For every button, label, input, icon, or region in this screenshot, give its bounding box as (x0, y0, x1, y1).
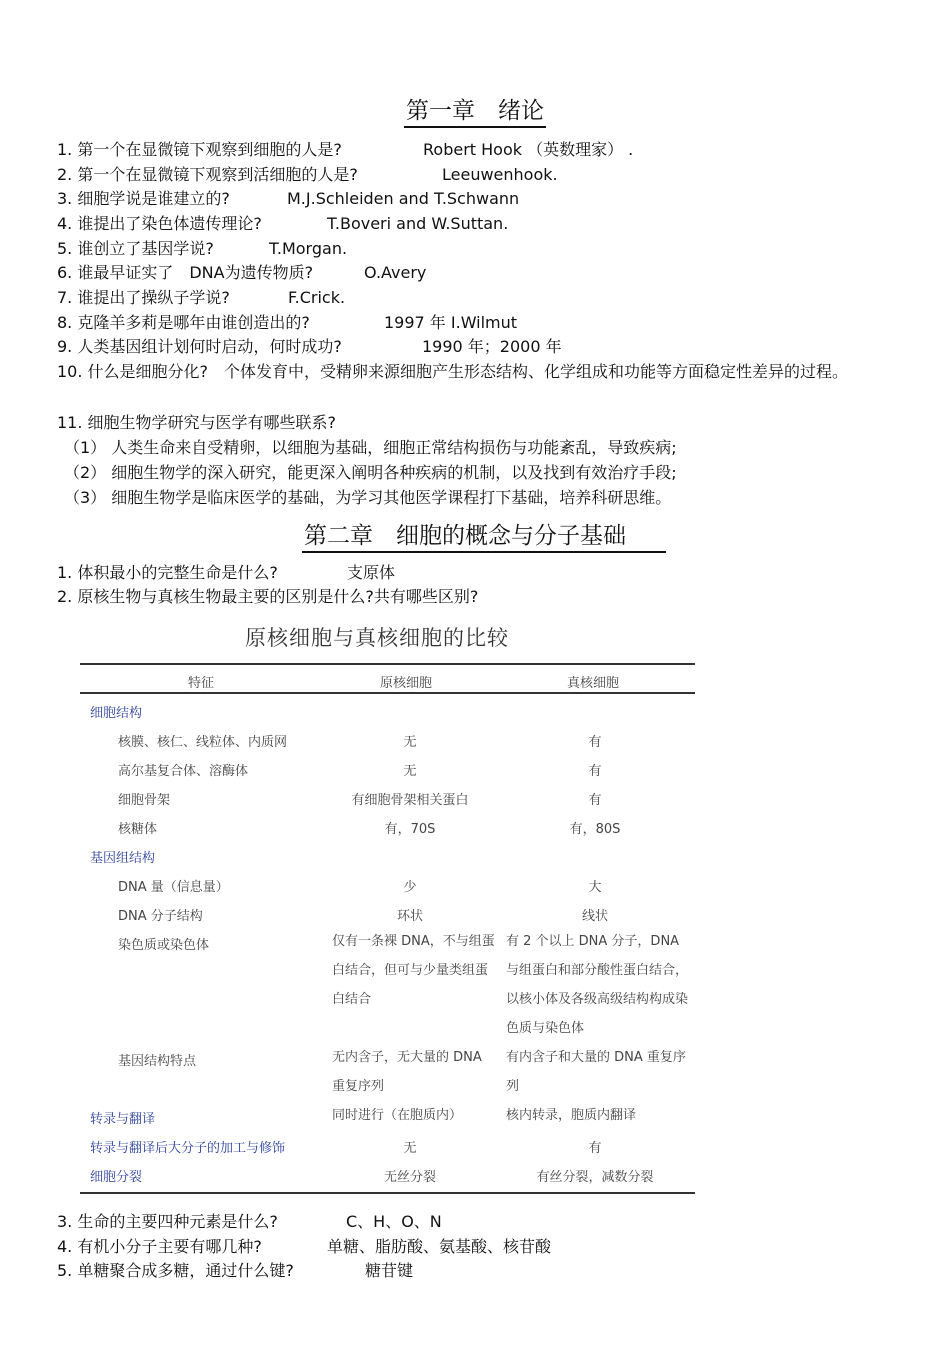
ch2-item-4: 4. 有机小分子主要有哪几种? 单糖、脂肪酸、氨基酸、核苷酸 (57, 1237, 552, 1256)
row-feature: 核糖体 (118, 822, 158, 837)
row-feature: DNA 量（信息量） (118, 880, 229, 895)
ch1-item-3: 3. 细胞学说是谁建立的? M.J.Schleiden and T.Schwann (57, 189, 520, 208)
ch1-item-11: 11. 细胞生物学研究与医学有哪些联系? (57, 413, 337, 432)
row-feature: 高尔基复合体、溶酶体 (118, 764, 249, 779)
row-eukaryote: 有丝分裂，减数分裂 (536, 1170, 654, 1185)
ch1-item-7: 7. 谁提出了操纵子学说? F.Crick. (57, 288, 346, 307)
row-prokaryote: 仅有一条裸 DNA，不与组蛋白结合，但可与少量类组蛋白结合 (332, 934, 495, 1007)
row-prokaryote: 有细胞骨架相关蛋白 (351, 793, 469, 808)
ch2-item-3: 3. 生命的主要四种元素是什么? C、H、O、N (57, 1212, 442, 1231)
row-feature: 染色质或染色体 (118, 938, 210, 953)
row-eukaryote: 有 (588, 1141, 602, 1156)
table-bottom-rule (80, 1192, 695, 1194)
row-prokaryote: 无内含子，无大量的 DNA 重复序列 (332, 1050, 482, 1094)
row-prokaryote: 无 (403, 735, 417, 750)
chapter1-heading: 第一章 绪论 (404, 96, 546, 128)
row-eukaryote: 核内转录，胞质内翻译 (506, 1108, 637, 1123)
table-title: 原核细胞与真核细胞的比较 (245, 626, 509, 650)
ch1-item-9: 9. 人类基因组计划何时启动，何时成功? 1990 年；2000 年 (57, 337, 562, 356)
table-top-rule (80, 663, 695, 665)
row-eukaryote: 有 (588, 764, 602, 779)
row-feature: 基因结构特点 (118, 1054, 197, 1069)
header-prokaryote: 原核细胞 (380, 676, 433, 691)
row-prokaryote: 同时进行（在胞质内） (332, 1108, 463, 1123)
ch1-item-1: 1. 第一个在显微镜下观察到细胞的人是? Robert Hook （英数理家） . (57, 140, 634, 159)
ch2-item-1: 1. 体积最小的完整生命是什么? 支原体 (57, 563, 396, 582)
header-eukaryote: 真核细胞 (567, 676, 620, 691)
row-prokaryote: 无 (403, 764, 417, 779)
comparison-table (80, 620, 695, 1195)
ch1-item-5: 5. 谁创立了基因学说? T.Morgan. (57, 239, 348, 258)
ch1-point-1: （1） 人类生命来自受精卵，以细胞为基础，细胞正常结构损伤与功能紊乱，导致疾病; (64, 438, 677, 457)
row-prokaryote: 无 (403, 1141, 417, 1156)
row-feature: 转录与翻译后大分子的加工与修饰 (90, 1141, 286, 1156)
chapter2-heading: 第二章 细胞的概念与分子基础 (302, 521, 666, 553)
header-feature: 特征 (188, 676, 215, 691)
table-header-rule (80, 692, 695, 694)
category-genome-structure: 基因组结构 (90, 851, 156, 866)
row-feature: 细胞骨架 (118, 793, 171, 808)
row-eukaryote: 有，80S (569, 822, 621, 837)
row-prokaryote: 无丝分裂 (383, 1170, 436, 1185)
ch1-item-4: 4. 谁提出了染色体遗传理论? T.Boveri and W.Suttan. (57, 214, 509, 233)
ch1-item-6: 6. 谁最早证实了 DNA为遗传物质? O.Avery (57, 263, 427, 282)
row-eukaryote: 有内含子和大量的 DNA 重复序列 (506, 1050, 686, 1094)
row-feature: 核膜、核仁、线粒体、内质网 (118, 735, 288, 750)
row-prokaryote: 环状 (396, 909, 423, 924)
ch1-item-8: 8. 克隆羊多莉是哪年由谁创造出的? 1997 年 I.Wilmut (57, 313, 518, 332)
row-feature: DNA 分子结构 (118, 909, 203, 924)
row-prokaryote: 有，70S (384, 822, 436, 837)
ch2-item-5: 5. 单糖聚合成多糖，通过什么键? 糖苷键 (57, 1261, 414, 1280)
row-eukaryote: 有 2 个以上 DNA 分子，DNA 与组蛋白和部分酸性蛋白结合，以核小体及各级高级结构构成染色质与染色体 (506, 934, 689, 1036)
row-prokaryote: 少 (403, 880, 417, 895)
ch1-item-10: 10. 什么是细胞分化? 个体发育中，受精卵来源细胞产生形态结构、化学组成和功能等方面稳定性差异的过程。 (57, 362, 849, 381)
category-cell-structure: 细胞结构 (90, 706, 143, 721)
ch2-item-2: 2. 原核生物与真核生物最主要的区别是什么?共有哪些区别? (57, 587, 479, 606)
row-eukaryote: 有 (588, 735, 602, 750)
row-eukaryote: 线状 (581, 909, 608, 924)
row-eukaryote: 大 (588, 880, 602, 895)
row-feature: 细胞分裂 (90, 1170, 143, 1185)
row-feature: 转录与翻译 (90, 1112, 156, 1127)
ch1-item-2: 2. 第一个在显微镜下观察到活细胞的人是? Leeuwenhook. (57, 165, 558, 184)
row-eukaryote: 有 (588, 793, 602, 808)
ch1-point-2: （2） 细胞生物学的深入研究，能更深入阐明各种疾病的机制，以及找到有效治疗手段; (64, 463, 677, 482)
ch1-point-3: （3） 细胞生物学是临床医学的基础，为学习其他医学课程打下基础，培养科研思维。 (64, 488, 672, 507)
